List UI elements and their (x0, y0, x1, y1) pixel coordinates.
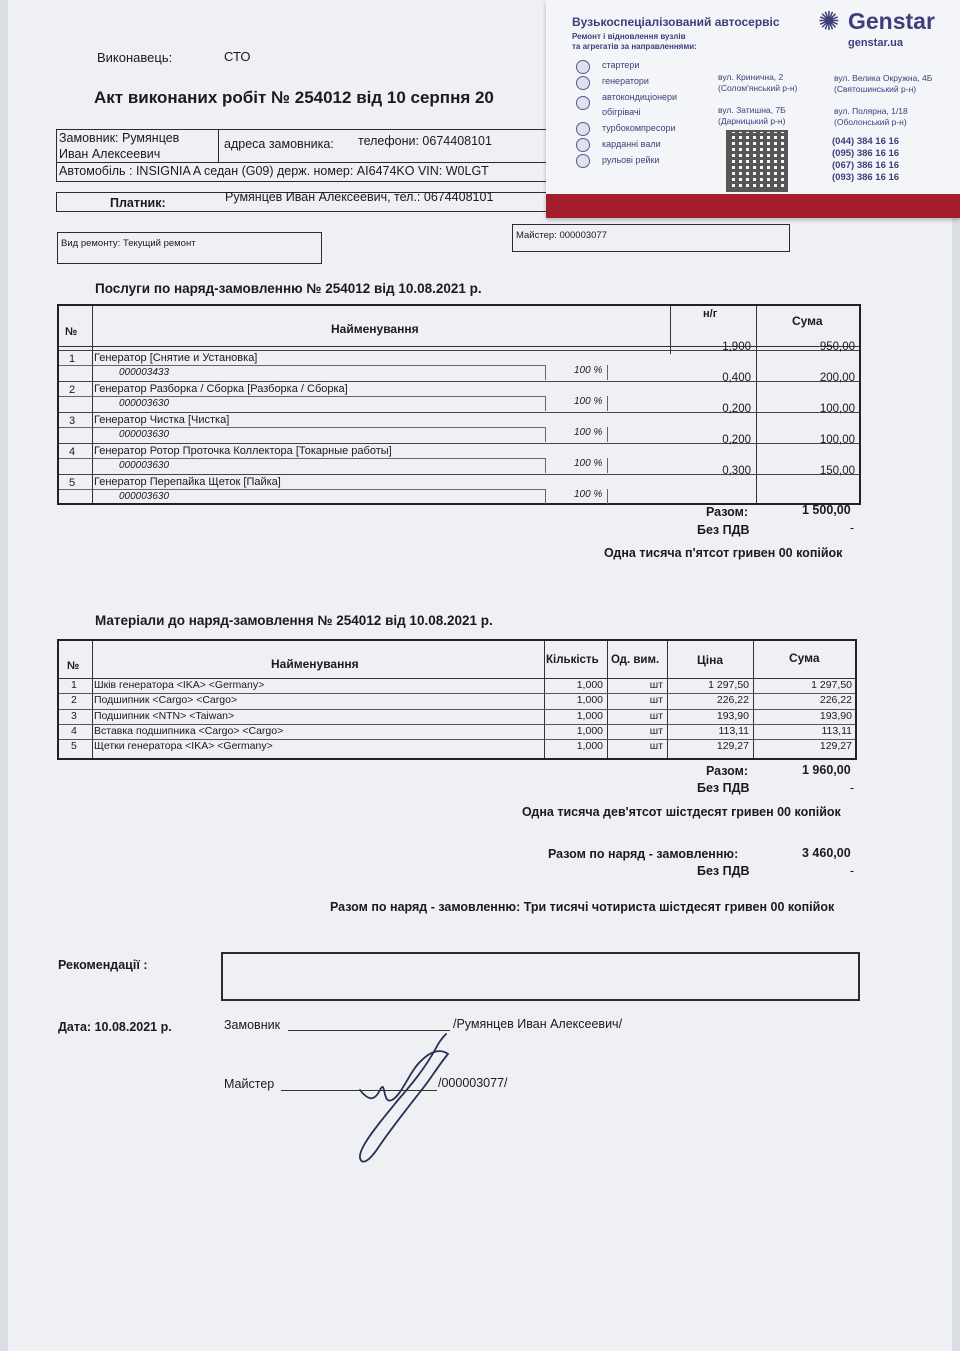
material-row-qty: 1,000 (576, 679, 603, 691)
customer-sign-label: Замовник (224, 1018, 281, 1032)
materials-title: Матеріали до наряд-замовлення № 254012 від 10.08.2021 р. (95, 613, 493, 628)
service-row-subline (59, 427, 545, 428)
services-col-no: № (65, 326, 78, 338)
service-row-pct: 100 % (574, 427, 603, 438)
card-addr4b: (Оболонський р-н) (834, 117, 907, 127)
materials-vat-value: - (850, 781, 855, 795)
material-row-qty: 1,000 (576, 724, 603, 737)
material-row-name: Подшипник <NTN> <Taiwan> (94, 709, 235, 722)
services-vat-label: Без ПДВ (697, 523, 750, 537)
service-row-nh: 0,200 (722, 403, 751, 415)
customer-sign-name: /Румянцев Иван Алексеевич/ (453, 1017, 623, 1031)
materials-col-name: Найменування (271, 657, 359, 671)
service-row-code: 000003630 (119, 429, 170, 440)
service-row-name: Генератор Разборка / Сборка [Разборка / Сборка] (94, 383, 348, 395)
card-service-5: карданні вали (602, 139, 661, 149)
genstar-logo-icon: ✺ (818, 6, 840, 36)
executor-label: Виконавець: (97, 50, 173, 65)
material-row-no: 4 (71, 724, 77, 737)
master-sign-label: Майстер (224, 1077, 275, 1091)
ac-icon (576, 96, 590, 110)
service-row-code: 000003433 (119, 367, 170, 378)
service-row-no: 4 (69, 446, 76, 458)
material-row-unit: шт (649, 679, 663, 691)
payer-label: Платник: (110, 196, 166, 210)
material-row-unit: шт (649, 694, 663, 707)
master-sign-name: /000003077/ (438, 1076, 508, 1090)
card-service-1: генератори (602, 76, 649, 86)
material-row-qty: 1,000 (576, 694, 603, 707)
service-row-subdivider (545, 489, 546, 504)
material-row-unit: шт (649, 740, 663, 753)
materials-col-sum: Сума (789, 651, 820, 665)
material-row-name: Шків генератора <IKA> <Germany> (94, 679, 265, 691)
driveshaft-icon (576, 138, 590, 152)
material-row-no: 1 (71, 679, 77, 691)
grand-vat-value: - (850, 864, 855, 878)
material-row-sum: 226,22 (819, 694, 852, 707)
card-sub2: та агрегатів за направленнями: (572, 42, 697, 51)
service-row-subline (59, 489, 545, 490)
materials-words: Одна тисяча дев'ятсот шістдесят гривен 00 копійок (522, 805, 841, 819)
service-row-name: Генератор [Снятие и Установка] (94, 352, 258, 364)
starter-icon (576, 60, 590, 74)
service-row-name: Генератор Перепайка Щеток [Пайка] (94, 476, 281, 488)
document-title: Акт виконаних робіт № 254012 від 10 серпня 20 (94, 88, 494, 107)
master-value: Майстер: 000003077 (516, 230, 608, 241)
material-row-name: Щетки генератора <IKA> <Germany> (94, 740, 273, 753)
card-service-3: обігрівачі (602, 107, 641, 117)
steering-rack-icon (576, 154, 590, 168)
services-vat-value: - (850, 521, 855, 535)
card-addr1a: вул. Кринична, 2 (718, 72, 784, 82)
card-service-6: рульові рейки (602, 155, 660, 165)
materials-vat-label: Без ПДВ (697, 781, 750, 795)
card-sub1: Ремонт і відновлення вузлів (572, 32, 686, 41)
service-row-code: 000003630 (119, 491, 170, 502)
card-addr1b: (Солом'янський р-н) (718, 83, 798, 93)
materials-total-value: 1 960,00 (802, 763, 851, 777)
services-col-name: Найменування (331, 322, 419, 336)
document-date: Дата: 10.08.2021 р. (58, 1020, 172, 1034)
card-heading: Вузькоспеціалізований автосервіс (572, 15, 780, 29)
service-row-no: 5 (69, 477, 76, 489)
services-total-value: 1 500,00 (802, 503, 851, 517)
services-total-label: Разом: (706, 505, 749, 519)
material-row-sum: 113,11 (821, 724, 852, 737)
service-row-pct: 100 % (574, 365, 603, 376)
genstar-card (546, 0, 960, 218)
material-row-unit: шт (649, 724, 663, 737)
materials-total-label: Разом: (706, 764, 749, 778)
service-row-code: 000003630 (119, 460, 170, 471)
card-stripe (546, 194, 960, 218)
material-row-no: 5 (71, 740, 77, 753)
card-addr3a: вул. Велика Окружна, 4Б (834, 73, 933, 83)
service-row-sum: 100,00 (819, 403, 855, 415)
repair-type: Вид ремонту: Текущий ремонт (61, 238, 196, 249)
service-row-sum: 100,00 (819, 434, 855, 446)
service-row-subdivider (545, 458, 546, 473)
card-phone-2: (067) 386 16 16 (832, 160, 900, 171)
service-row-subdivider (607, 458, 608, 473)
material-row-no: 2 (71, 694, 77, 707)
material-row-price: 129,27 (716, 740, 749, 753)
card-addr2a: вул. Затишна, 7Б (718, 105, 786, 115)
grand-vat-label: Без ПДВ (697, 864, 750, 878)
service-row-pct: 100 % (574, 396, 603, 407)
service-row-name: Генератор Чистка [Чистка] (94, 414, 230, 426)
service-row-subline (59, 458, 545, 459)
card-service-4: турбокомпресори (602, 123, 676, 133)
grand-words: Разом по наряд - замовленню: Три тисячі чотириста шістдесят гривен 00 копійок (330, 900, 835, 914)
material-row-unit: шт (649, 709, 663, 722)
service-row-sum: 150,00 (819, 465, 855, 477)
services-col-nh: н/г (703, 308, 718, 320)
card-phone-1: (095) 386 16 16 (832, 148, 900, 159)
service-row-pct: 100 % (574, 458, 603, 469)
payer-value: Румянцев Иван Алексеевич, тел.: 0674408101 (225, 190, 494, 204)
service-row-nh: 0,300 (722, 465, 751, 477)
materials-col-price: Ціна (697, 653, 724, 667)
turbo-icon (576, 122, 590, 136)
material-row-name: Вставка подшипника <Cargo> <Cargo> (94, 724, 284, 737)
qr-code-icon (726, 130, 788, 192)
grand-total-value: 3 460,00 (802, 846, 851, 860)
services-words: Одна тисяча п'ятсот гривен 00 копійок (604, 546, 843, 560)
card-addr3b: (Святошинський р-н) (834, 84, 917, 94)
material-row-name: Подшипник <Cargo> <Cargo> (94, 694, 238, 707)
card-addr4a: вул. Полярна, 1/18 (834, 106, 908, 116)
material-row-price: 193,90 (716, 709, 749, 722)
service-row-code: 000003630 (119, 398, 170, 409)
address-label: адреса замовника: (224, 137, 334, 151)
card-phone-0: (044) 384 16 16 (832, 136, 900, 147)
material-row-price: 1 297,50 (708, 679, 749, 691)
materials-col-no: № (67, 660, 80, 672)
service-row-subdivider (607, 489, 608, 504)
recommendations-box (221, 952, 860, 1001)
material-row-sum: 193,90 (819, 709, 852, 722)
services-title: Послуги по наряд-замовленню № 254012 від 10.08.2021 р. (95, 281, 482, 296)
service-row-subline (59, 396, 545, 397)
recommendations-label: Рекомендації : (58, 958, 148, 972)
material-row-sum: 129,27 (819, 740, 852, 753)
generator-icon (576, 76, 590, 90)
service-row-subdivider (545, 427, 546, 442)
service-row-no: 2 (69, 384, 76, 396)
service-row-subdivider (607, 396, 608, 411)
material-row-price: 113,11 (718, 724, 749, 737)
service-row-nh: 1,900 (722, 341, 751, 353)
card-phone-3: (093) 386 16 16 (832, 172, 900, 183)
car-line: Автомобіль : INSIGNIA A седан (G09) держ. номер: AI6474KO VIN: W0LGT (59, 164, 489, 178)
signature-icon (340, 1030, 480, 1170)
service-row-sum: 950,00 (819, 341, 855, 353)
service-row-nh: 0,200 (722, 434, 751, 446)
service-row-subdivider (545, 365, 546, 380)
customer-name: Иван Алексеевич (59, 147, 161, 161)
grand-total-label: Разом по наряд - замовленню: (548, 847, 739, 861)
customer-label: Замовник: Румянцев (59, 131, 180, 145)
card-brand: Genstar (848, 8, 935, 34)
material-row-price: 226,22 (716, 694, 749, 707)
materials-col-unit: Од. вим. (611, 654, 660, 666)
material-row-sum: 1 297,50 (811, 679, 852, 691)
card-service-0: стартери (602, 60, 640, 70)
service-row-subdivider (607, 427, 608, 442)
service-row-subdivider (607, 365, 608, 380)
services-col-sum: Сума (792, 314, 823, 328)
executor-value: СТО (224, 49, 251, 64)
service-row-no: 3 (69, 415, 76, 427)
service-row-no: 1 (69, 353, 76, 365)
service-row-subline (59, 365, 545, 366)
card-service-2: автокондиціонери (602, 92, 678, 102)
card-addr2b: (Дарницький р-н) (718, 116, 786, 126)
card-site: genstar.ua (848, 37, 904, 49)
service-row-subdivider (545, 396, 546, 411)
service-row-nh: 0,400 (722, 372, 751, 384)
service-row-pct: 100 % (574, 489, 603, 500)
materials-col-qty: Кількість (546, 654, 599, 666)
service-row-name: Генератор Ротор Проточка Коллектора [Токарные работы] (94, 445, 392, 457)
material-row-qty: 1,000 (576, 740, 603, 753)
service-row-sum: 200,00 (819, 372, 855, 384)
material-row-qty: 1,000 (576, 709, 603, 722)
customer-phones: телефони: 0674408101 (358, 134, 492, 148)
material-row-no: 3 (71, 709, 77, 722)
